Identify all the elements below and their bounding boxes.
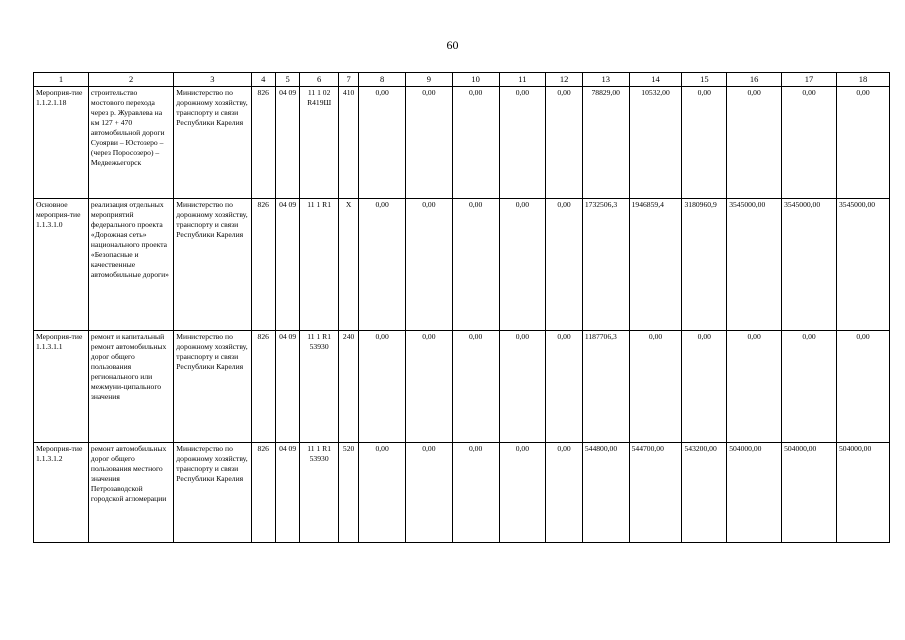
page-number: 60 [446,38,459,52]
row-vr: 520 [338,443,358,543]
row-grbs: 826 [251,199,275,331]
row-rzpr: 04 09 [275,87,299,199]
row-value: 0,00 [406,199,453,331]
row-value: 78829,00 [582,87,629,199]
row-value: 504000,00 [836,443,889,543]
row-grbs: 826 [251,87,275,199]
row-value: 3180960,9 [682,199,727,331]
row-csr: 11 1 R1 53930 [300,331,339,443]
row-value: 0,00 [452,443,499,543]
row-grbs: 826 [251,443,275,543]
row-executor: Министерство по дорожному хозяйству, транспорту и связи Республики Карелия [174,443,251,543]
row-value: 0,00 [452,199,499,331]
column-header: 12 [546,73,583,87]
column-header: 18 [836,73,889,87]
row-name: реализация отдельных мероприятий федерального проекта «Дорожная сеть» национального проекта «Безопасные и качественные автомобильные дороги» [88,199,173,331]
row-rzpr: 04 09 [275,199,299,331]
row-grbs: 826 [251,331,275,443]
column-header: 1 [34,73,89,87]
row-rzpr: 04 09 [275,443,299,543]
row-value: 543200,00 [682,443,727,543]
row-value: 0,00 [727,87,782,199]
row-value: 1187706,3 [582,331,629,443]
row-value: 504000,00 [727,443,782,543]
row-value: 0,00 [682,331,727,443]
column-header: 4 [251,73,275,87]
row-value: 0,00 [359,87,406,199]
row-value: 3545000,00 [836,199,889,331]
row-name: ремонт автомобильных дорог общего пользования местного значения Петрозаводской городской агломерации [88,443,173,543]
row-value: 1732506,3 [582,199,629,331]
row-vr: 410 [338,87,358,199]
row-vr: Х [338,199,358,331]
row-value: 1946859,4 [629,199,682,331]
column-header: 9 [406,73,453,87]
row-value: 0,00 [682,87,727,199]
row-csr: 11 1 02 R419Ш [300,87,339,199]
row-name: строительство мостового перехода через р. Журавлева на км 127 + 470 автомобильной дороги Суоярви – Юстозеро – (через Поросозеро) – Медвежьегорск [88,87,173,199]
row-executor: Министерство по дорожному хозяйству, транспорту и связи Республики Карелия [174,87,251,199]
column-header: 5 [275,73,299,87]
row-value: 3545000,00 [727,199,782,331]
row-value: 0,00 [727,331,782,443]
budget-table [33,72,890,543]
row-value: 10532,00 [629,87,682,199]
row-value: 0,00 [359,331,406,443]
row-value: 0,00 [452,87,499,199]
column-header: 3 [174,73,251,87]
row-value: 0,00 [499,331,546,443]
table-row [34,331,890,443]
row-code: Мероприя-тие 1.1.3.1.2 [34,443,89,543]
column-header: 16 [727,73,782,87]
column-header: 7 [338,73,358,87]
row-value: 0,00 [499,199,546,331]
row-executor: Министерство по дорожному хозяйству, транспорту и связи Республики Карелия [174,331,251,443]
row-value: 544700,00 [629,443,682,543]
table-row [34,443,890,543]
row-value: 0,00 [499,443,546,543]
table-row [34,199,890,331]
column-header: 10 [452,73,499,87]
row-value: 0,00 [359,199,406,331]
row-executor: Министерство по дорожному хозяйству, транспорту и связи Республики Карелия [174,199,251,331]
row-code: Мероприя-тие 1.1.3.1.1 [34,331,89,443]
row-code: Основное мероприя-тие 1.1.3.1.0 [34,199,89,331]
row-value: 0,00 [406,443,453,543]
row-value: 0,00 [546,199,583,331]
row-value: 0,00 [546,87,583,199]
row-value: 0,00 [782,87,837,199]
row-value: 0,00 [782,331,837,443]
column-header: 15 [682,73,727,87]
row-name: ремонт и капитальный ремонт автомобильных дорог общего пользования регионального или межмуни-ципального значения [88,331,173,443]
row-value: 0,00 [452,331,499,443]
row-code: Мероприя-тие 1.1.2.1.18 [34,87,89,199]
row-value: 0,00 [836,87,889,199]
row-value: 0,00 [546,443,583,543]
row-value: 0,00 [836,331,889,443]
column-header: 13 [582,73,629,87]
row-value: 0,00 [359,443,406,543]
column-header: 17 [782,73,837,87]
row-value: 504000,00 [782,443,837,543]
header-row [34,73,890,87]
row-value: 0,00 [546,331,583,443]
row-value: 0,00 [629,331,682,443]
column-header: 6 [300,73,339,87]
row-rzpr: 04 09 [275,331,299,443]
table-row [34,87,890,199]
row-value: 0,00 [499,87,546,199]
row-value: 0,00 [406,331,453,443]
row-csr: 11 1 R1 53930 [300,443,339,543]
row-value: 544800,00 [582,443,629,543]
column-header: 11 [499,73,546,87]
row-csr: 11 1 R1 [300,199,339,331]
row-vr: 240 [338,331,358,443]
column-header: 2 [88,73,173,87]
column-header: 8 [359,73,406,87]
row-value: 3545000,00 [782,199,837,331]
column-header: 14 [629,73,682,87]
row-value: 0,00 [406,87,453,199]
